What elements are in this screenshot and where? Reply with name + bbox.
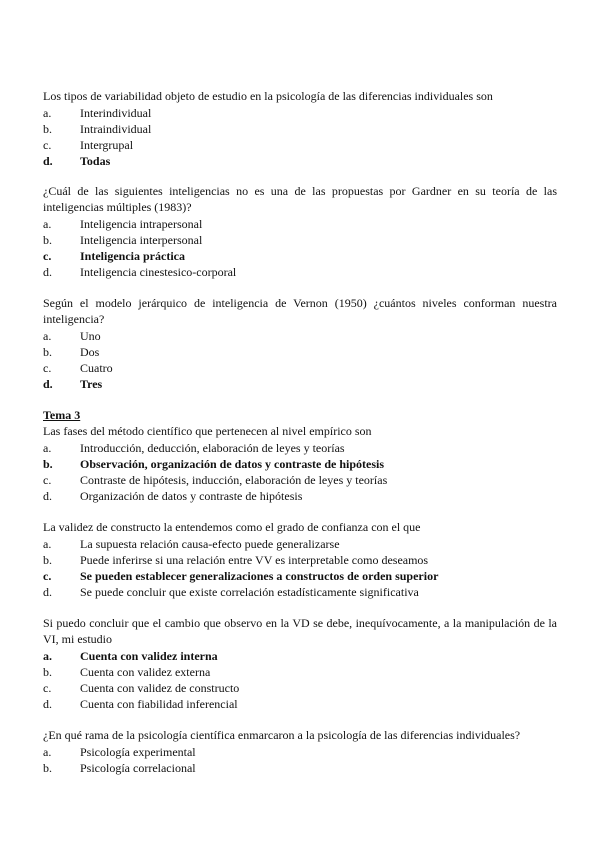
option-letter: b. — [43, 457, 53, 471]
option-c-correct — [43, 248, 557, 264]
option-c — [43, 472, 557, 488]
option-letter: c. — [43, 569, 52, 583]
option-letter: c. — [43, 138, 52, 152]
option-a — [43, 105, 557, 121]
option-d — [43, 264, 557, 280]
option-c — [43, 137, 557, 153]
option-d — [43, 696, 557, 712]
question-stem: Los tipos de variabilidad objeto de estudio en la psicología de las diferencias individuales son — [43, 89, 493, 103]
option-letter: d. — [43, 264, 52, 279]
option-letter: d. — [43, 376, 53, 391]
option-letter: d. — [43, 154, 53, 168]
option-letter: a. — [43, 106, 52, 120]
option-text: Introducción, deducción, elaboración de leyes y teorías — [80, 441, 345, 455]
option-a — [43, 744, 557, 760]
question-3 — [43, 296, 557, 392]
option-letter: a. — [43, 648, 52, 663]
option-text: Psicología experimental — [80, 745, 196, 759]
option-text: Tres — [80, 376, 103, 391]
option-letter: a. — [43, 441, 52, 455]
option-letter: c. — [43, 360, 52, 375]
question-stem: Si puedo concluir que el cambio que observo en la VD se debe, inequívocamente, a la manipulación de la VI, mi estudio — [43, 616, 557, 646]
section-title: Tema 3 — [43, 408, 81, 422]
section-heading — [43, 408, 557, 423]
option-text: Se puede concluir que existe correlación estadísticamente significativa — [80, 585, 419, 599]
question-1 — [43, 89, 557, 169]
option-b — [43, 760, 557, 776]
option-text: Inteligencia cinestesico-corporal — [80, 264, 237, 279]
option-text: Interindividual — [80, 106, 152, 120]
option-text: Se pueden establecer generalizaciones a constructos de orden superior — [80, 569, 439, 583]
option-letter: d. — [43, 489, 52, 503]
option-d — [43, 584, 557, 600]
option-letter: b. — [43, 664, 52, 679]
option-letter: c. — [43, 473, 52, 487]
option-text: Uno — [80, 328, 101, 343]
option-a — [43, 440, 557, 456]
option-letter: d. — [43, 696, 52, 711]
option-letter: d. — [43, 585, 52, 599]
option-text: Cuenta con validez interna — [80, 648, 218, 663]
option-letter: a. — [43, 537, 52, 551]
option-b — [43, 121, 557, 137]
question-stem: La validez de constructo la entendemos como el grado de confianza con el que — [43, 520, 421, 534]
question-stem: Las fases del método científico que pertenecen al nivel empírico son — [43, 424, 372, 438]
option-text: Cuenta con fiabilidad inferencial — [80, 696, 238, 711]
question-stem: ¿Cuál de las siguientes inteligencias no es una de las propuestas por Gardner en su teoría de las inteligencias múltiples (1983)? — [43, 184, 557, 214]
option-c-correct — [43, 568, 557, 584]
option-b — [43, 552, 557, 568]
option-text: Intraindividual — [80, 122, 152, 136]
option-d-correct — [43, 376, 557, 392]
option-text: Cuatro — [80, 360, 113, 375]
question-6 — [43, 616, 557, 712]
question-2 — [43, 184, 557, 280]
option-a — [43, 536, 557, 552]
option-text: Todas — [80, 154, 111, 168]
option-text: Inteligencia intrapersonal — [80, 216, 203, 231]
option-text: Cuenta con validez de constructo — [80, 680, 240, 695]
option-letter: a. — [43, 216, 52, 231]
option-b-correct — [43, 456, 557, 472]
option-b — [43, 344, 557, 360]
option-d — [43, 488, 557, 504]
question-5 — [43, 520, 557, 600]
option-a-correct — [43, 648, 557, 664]
option-letter: b. — [43, 344, 52, 359]
option-letter: a. — [43, 745, 52, 759]
option-text: Puede inferirse si una relación entre VV es interpretable como deseamos — [80, 553, 429, 567]
option-text: Inteligencia práctica — [80, 248, 185, 263]
option-letter: c. — [43, 248, 52, 263]
option-d-correct — [43, 153, 557, 169]
option-text: Intergrupal — [80, 138, 134, 152]
option-a — [43, 328, 557, 344]
question-7 — [43, 728, 557, 776]
option-b — [43, 664, 557, 680]
option-text: Contraste de hipótesis, inducción, elaboración de leyes y teorías — [80, 473, 388, 487]
question-stem: ¿En qué rama de la psicología científica enmarcaron a la psicología de las diferencias individuales? — [43, 728, 521, 742]
option-c — [43, 680, 557, 696]
option-b — [43, 232, 557, 248]
option-text: Dos — [80, 344, 100, 359]
option-letter: a. — [43, 328, 52, 343]
option-letter: b. — [43, 761, 52, 775]
question-stem: Según el modelo jerárquico de inteligencia de Vernon (1950) ¿cuántos niveles conforman nuestra inteligencia? — [43, 296, 557, 326]
option-a — [43, 216, 557, 232]
option-text: Observación, organización de datos y contraste de hipótesis — [80, 457, 384, 471]
option-letter: b. — [43, 232, 52, 247]
option-text: Inteligencia interpersonal — [80, 232, 203, 247]
option-text: Cuenta con validez externa — [80, 664, 211, 679]
option-c — [43, 360, 557, 376]
option-text: La supuesta relación causa-efecto puede generalizarse — [80, 537, 340, 551]
option-letter: c. — [43, 680, 52, 695]
option-letter: b. — [43, 553, 52, 567]
option-text: Psicología correlacional — [80, 761, 196, 775]
option-letter: b. — [43, 122, 52, 136]
option-text: Organización de datos y contraste de hipótesis — [80, 489, 303, 503]
question-4 — [43, 424, 557, 504]
